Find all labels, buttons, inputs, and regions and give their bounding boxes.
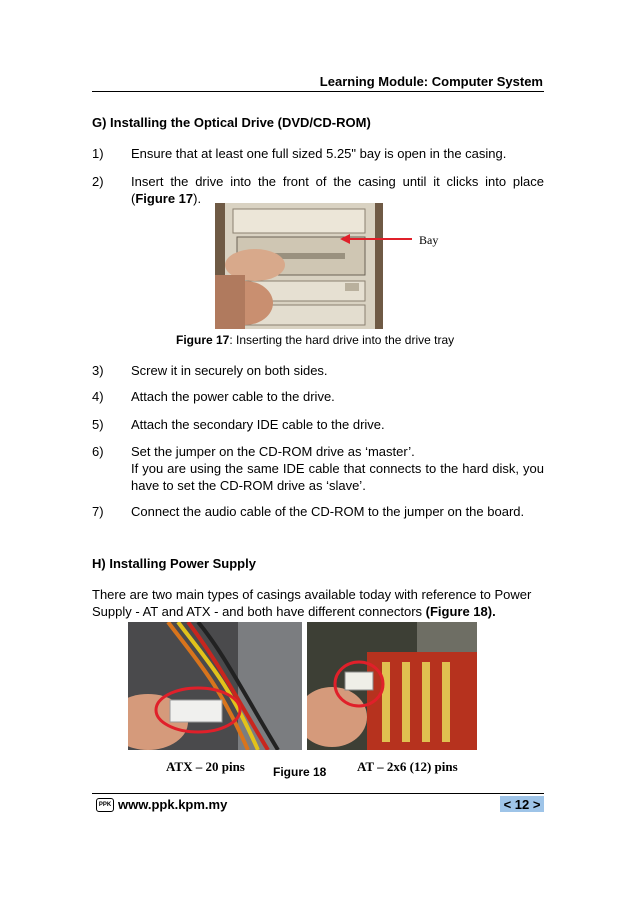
figure-reference: Figure 17 xyxy=(135,191,194,206)
figure-17-caption: Figure 17: Inserting the hard drive into the drive tray xyxy=(176,333,455,347)
item-text: Connect the audio cable of the CD-ROM to the jumper on the board. xyxy=(131,504,525,519)
item-text: Attach the power cable to the drive. xyxy=(131,389,335,404)
list-item xyxy=(92,503,544,520)
list-item xyxy=(92,173,544,207)
list-item xyxy=(92,416,544,433)
item-number: 4) xyxy=(92,389,104,404)
list-item xyxy=(92,145,544,162)
item-text: Ensure that at least one full sized 5.25" bay is open in the casing. xyxy=(131,146,507,161)
at-label: AT – 2x6 (12) pins xyxy=(357,759,458,774)
figure-18-caption: Figure 18 xyxy=(273,765,327,779)
section-h-paragraph: There are two main types of casings available today with reference to Power Supply - AT and ATX - and both have different connectors (Figure 18). xyxy=(92,587,532,619)
page-number-badge: < 12 > xyxy=(500,796,544,812)
footer-divider xyxy=(92,793,544,794)
item-number: 3) xyxy=(92,363,104,378)
item-text: Set the jumper on the CD-ROM drive as ‘master’. If you are using the same IDE cable that connects to the hard disk, you have to set the CD-ROM drive as ‘slave’. xyxy=(131,444,544,493)
bay-arrow xyxy=(340,232,420,246)
item-text: Insert the drive into the front of the casing until it clicks into place (Figure 17). xyxy=(131,174,544,206)
item-number: 5) xyxy=(92,417,104,432)
footer-url[interactable]: www.ppk.kpm.my xyxy=(118,797,228,812)
list-item xyxy=(92,362,544,379)
section-h-title: H) Installing Power Supply xyxy=(92,556,256,571)
item-number: 1) xyxy=(92,146,104,161)
item-number: 2) xyxy=(92,174,104,189)
ppk-logo-icon: PPK xyxy=(96,798,114,812)
figure-reference: (Figure 18). xyxy=(425,604,496,619)
section-g-title: G) Installing the Optical Drive (DVD/CD-ROM) xyxy=(92,115,371,130)
item-text: Screw it in securely on both sides. xyxy=(131,363,328,378)
header-title: Learning Module: Computer System xyxy=(319,74,543,89)
atx-label: ATX – 20 pins xyxy=(166,759,245,774)
bay-label: Bay xyxy=(419,233,439,247)
item-number: 7) xyxy=(92,504,104,519)
figure-17-photo xyxy=(215,203,383,329)
header-divider xyxy=(92,91,544,92)
item-text: Attach the secondary IDE cable to the drive. xyxy=(131,417,385,432)
footer-link[interactable] xyxy=(96,797,227,812)
figure-18-atx-photo xyxy=(128,622,302,750)
list-item xyxy=(92,388,544,405)
item-number: 6) xyxy=(92,444,104,459)
figure-18-at-photo xyxy=(307,622,477,750)
list-item xyxy=(92,443,544,494)
